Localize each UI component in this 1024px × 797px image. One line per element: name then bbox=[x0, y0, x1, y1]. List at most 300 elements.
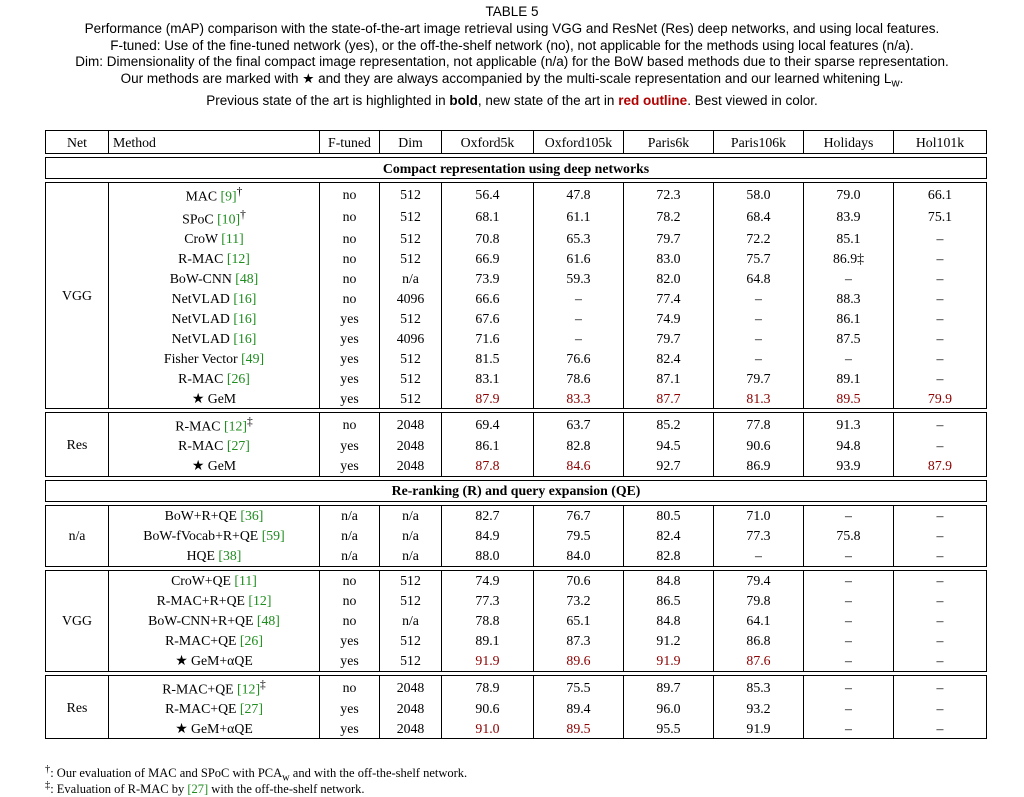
table-row bbox=[46, 328, 987, 348]
citation-link[interactable]: [12] bbox=[226, 250, 250, 266]
map-value-cell: 78.6 bbox=[534, 368, 624, 388]
map-value-cell: 47.8 bbox=[534, 183, 624, 206]
method-name: R-MAC bbox=[178, 250, 224, 266]
table-row bbox=[46, 436, 987, 456]
citation-link[interactable]: [38] bbox=[218, 548, 242, 564]
method-name: BoW-CNN+R+QE bbox=[148, 613, 254, 629]
citation-link[interactable]: [10] bbox=[217, 211, 241, 227]
map-value-cell: – bbox=[714, 546, 804, 567]
map-value-cell: – bbox=[894, 268, 987, 288]
map-value-cell: 72.3 bbox=[624, 183, 714, 206]
table-row bbox=[46, 591, 987, 611]
ftuned-cell: no bbox=[320, 288, 380, 308]
dim-cell: 512 bbox=[380, 308, 442, 328]
map-value-cell: 58.0 bbox=[714, 183, 804, 206]
table-row bbox=[46, 675, 987, 698]
citation-link[interactable]: [16] bbox=[233, 310, 257, 326]
method-name: R-MAC+R+QE bbox=[156, 593, 245, 609]
column-header: Net bbox=[46, 131, 109, 154]
ftuned-cell: n/a bbox=[320, 526, 380, 546]
table-row bbox=[46, 546, 987, 567]
table-row bbox=[46, 611, 987, 631]
map-value-cell: 91.3 bbox=[804, 413, 894, 436]
method-cell bbox=[109, 436, 320, 456]
map-value-cell: – bbox=[894, 505, 987, 526]
method-cell bbox=[109, 526, 320, 546]
map-value-cell: 77.8 bbox=[714, 413, 804, 436]
column-header: Method bbox=[109, 131, 320, 154]
method-cell bbox=[109, 288, 320, 308]
dim-cell: 4096 bbox=[380, 288, 442, 308]
method-cell bbox=[109, 631, 320, 651]
caption-line-4: Our methods are marked with ★ and they are always accompanied by the multi-scale representation and our learned whitening $L_w$. bbox=[120, 71, 904, 90]
method-name: R-MAC bbox=[175, 418, 221, 434]
map-value-cell: – bbox=[804, 268, 894, 288]
map-value-cell: – bbox=[894, 698, 987, 718]
map-value-cell: 82.8 bbox=[534, 436, 624, 456]
citation-link[interactable]: [59] bbox=[261, 528, 285, 544]
method-name: NetVLAD bbox=[171, 330, 230, 346]
map-value-cell: 70.6 bbox=[534, 570, 624, 591]
dim-cell: 512 bbox=[380, 570, 442, 591]
footnote-mark: † bbox=[236, 186, 243, 198]
method-cell bbox=[109, 718, 320, 739]
dim-cell: 512 bbox=[380, 631, 442, 651]
table-row bbox=[46, 413, 987, 436]
caption-line-5: Previous state of the art is highlighted in bold, new state of the art in red outline. Best viewed in color. bbox=[206, 92, 818, 108]
table-title: TABLE 5 bbox=[485, 4, 539, 19]
map-value-cell: 87.1 bbox=[624, 368, 714, 388]
map-value-cell: 78.2 bbox=[624, 206, 714, 229]
map-value-cell: 90.6 bbox=[442, 698, 534, 718]
citation-link[interactable]: [27] bbox=[226, 438, 250, 454]
map-value-cell: 84.6 bbox=[534, 456, 624, 477]
map-value-cell: 85.3 bbox=[714, 675, 804, 698]
footnote-mark: ‡ bbox=[260, 678, 266, 691]
dim-cell: 512 bbox=[380, 388, 442, 409]
ftuned-cell: no bbox=[320, 206, 380, 229]
citation-link[interactable]: [9] bbox=[220, 188, 237, 204]
ftuned-cell: no bbox=[320, 413, 380, 436]
ftuned-cell: n/a bbox=[320, 546, 380, 567]
map-value-cell: 86.5 bbox=[624, 591, 714, 611]
ftuned-cell: yes bbox=[320, 308, 380, 328]
dim-cell: 512 bbox=[380, 248, 442, 268]
net-cell: n/a bbox=[46, 505, 109, 566]
map-value-cell: 75.7 bbox=[714, 248, 804, 268]
map-value-cell: 68.1 bbox=[442, 206, 534, 229]
map-value-cell: – bbox=[894, 546, 987, 567]
method-name: R-MAC+QE bbox=[165, 633, 237, 649]
map-value-cell: 77.4 bbox=[624, 288, 714, 308]
table-row bbox=[46, 456, 987, 477]
map-value-cell: 67.6 bbox=[442, 308, 534, 328]
table-row bbox=[46, 308, 987, 328]
map-value-cell: 86.1 bbox=[804, 308, 894, 328]
map-value-cell: 91.9 bbox=[714, 718, 804, 739]
dim-cell: 512 bbox=[380, 368, 442, 388]
table-row bbox=[46, 570, 987, 591]
column-header: Oxford5k bbox=[442, 131, 534, 154]
ftuned-cell: no bbox=[320, 591, 380, 611]
caption-line-1: Performance (mAP) comparison with the state-of-the-art image retrieval using VGG and ResNet (Res) deep networks, and using local features. bbox=[84, 20, 940, 36]
method-name: BoW+R+QE bbox=[164, 508, 237, 524]
map-value-cell: 79.5 bbox=[534, 526, 624, 546]
map-value-cell: 75.1 bbox=[894, 206, 987, 229]
ftuned-cell: n/a bbox=[320, 505, 380, 526]
table-row bbox=[46, 631, 987, 651]
map-value-cell: – bbox=[894, 526, 987, 546]
method-name: BoW-CNN bbox=[169, 270, 232, 286]
method-name: MAC bbox=[185, 188, 218, 204]
map-value-cell: 78.9 bbox=[442, 675, 534, 698]
method-cell bbox=[109, 308, 320, 328]
map-value-cell: 79.7 bbox=[624, 328, 714, 348]
map-value-cell: 95.5 bbox=[624, 718, 714, 739]
map-value-cell: 89.6 bbox=[534, 651, 624, 672]
method-cell bbox=[109, 248, 320, 268]
ftuned-cell: yes bbox=[320, 388, 380, 409]
map-value-cell: – bbox=[894, 328, 987, 348]
map-value-cell: 79.7 bbox=[624, 228, 714, 248]
map-value-cell: – bbox=[804, 611, 894, 631]
map-value-cell: – bbox=[894, 591, 987, 611]
method-cell bbox=[109, 698, 320, 718]
map-value-cell: 61.6 bbox=[534, 248, 624, 268]
method-cell bbox=[109, 611, 320, 631]
map-value-cell: – bbox=[804, 675, 894, 698]
map-value-cell: – bbox=[894, 308, 987, 328]
map-value-cell: 79.8 bbox=[714, 591, 804, 611]
map-value-cell: 93.9 bbox=[804, 456, 894, 477]
ftuned-cell: yes bbox=[320, 718, 380, 739]
map-value-cell: 86.1 bbox=[442, 436, 534, 456]
section-title: Compact representation using deep networks bbox=[46, 158, 987, 179]
citation-link[interactable]: [48] bbox=[235, 270, 259, 286]
ftuned-cell: no bbox=[320, 611, 380, 631]
citation-link[interactable]: [12] bbox=[223, 418, 247, 434]
column-header: Holidays bbox=[804, 131, 894, 154]
map-value-cell: 71.6 bbox=[442, 328, 534, 348]
section-header-row bbox=[46, 480, 987, 501]
map-value-cell: 79.0 bbox=[804, 183, 894, 206]
ftuned-cell: yes bbox=[320, 698, 380, 718]
map-value-cell: 86.9‡ bbox=[804, 248, 894, 268]
map-value-cell: 86.8 bbox=[714, 631, 804, 651]
method-name: NetVLAD bbox=[171, 290, 230, 306]
method-name: BoW-fVocab+R+QE bbox=[143, 528, 259, 544]
map-value-cell: 83.9 bbox=[804, 206, 894, 229]
map-value-cell: 69.4 bbox=[442, 413, 534, 436]
map-value-cell: 65.1 bbox=[534, 611, 624, 631]
map-value-cell: 63.7 bbox=[534, 413, 624, 436]
column-header: Oxford105k bbox=[534, 131, 624, 154]
net-cell: Res bbox=[46, 413, 109, 477]
table-row bbox=[46, 183, 987, 206]
method-cell bbox=[109, 268, 320, 288]
map-value-cell: 87.3 bbox=[534, 631, 624, 651]
map-value-cell: 73.2 bbox=[534, 591, 624, 611]
map-value-cell: 83.1 bbox=[442, 368, 534, 388]
table-row bbox=[46, 368, 987, 388]
citation-link[interactable]: [26] bbox=[226, 370, 250, 386]
map-value-cell: 89.1 bbox=[804, 368, 894, 388]
citation-link[interactable]: [12] bbox=[237, 681, 261, 697]
method-name: ★ GeM+αQE bbox=[175, 653, 253, 669]
method-name: ★ GeM bbox=[191, 458, 237, 474]
map-value-cell: 78.8 bbox=[442, 611, 534, 631]
dim-cell: n/a bbox=[380, 526, 442, 546]
ftuned-cell: yes bbox=[320, 436, 380, 456]
dim-cell: 512 bbox=[380, 183, 442, 206]
method-cell bbox=[109, 328, 320, 348]
map-value-cell: – bbox=[714, 308, 804, 328]
map-value-cell: 82.4 bbox=[624, 526, 714, 546]
map-value-cell: 89.5 bbox=[534, 718, 624, 739]
footnote-2: ‡: Evaluation of R-MAC by [27] with the off-the-shelf network. bbox=[45, 780, 365, 797]
map-value-cell: – bbox=[894, 570, 987, 591]
map-value-cell: 85.2 bbox=[624, 413, 714, 436]
map-value-cell: – bbox=[894, 413, 987, 436]
header-row bbox=[46, 131, 987, 154]
dim-cell: n/a bbox=[380, 611, 442, 631]
method-name: R-MAC+QE bbox=[165, 700, 237, 716]
map-value-cell: – bbox=[714, 288, 804, 308]
citation-link[interactable]: [27] bbox=[239, 700, 263, 716]
net-cell: Res bbox=[46, 675, 109, 739]
method-cell bbox=[109, 546, 320, 567]
map-value-cell: – bbox=[894, 436, 987, 456]
method-cell bbox=[109, 651, 320, 672]
method-name: R-MAC bbox=[178, 370, 224, 386]
ftuned-cell: no bbox=[320, 183, 380, 206]
dim-cell: 2048 bbox=[380, 436, 442, 456]
map-value-cell: 84.0 bbox=[534, 546, 624, 567]
map-value-cell: – bbox=[894, 228, 987, 248]
net-cell: VGG bbox=[46, 570, 109, 671]
table-row bbox=[46, 526, 987, 546]
method-name: ★ GeM+αQE bbox=[175, 720, 253, 736]
ftuned-cell: yes bbox=[320, 368, 380, 388]
map-value-cell: 91.9 bbox=[624, 651, 714, 672]
table-row bbox=[46, 206, 987, 229]
map-value-cell: 87.9 bbox=[894, 456, 987, 477]
star-icon: ★ bbox=[302, 71, 315, 87]
dim-cell: 2048 bbox=[380, 456, 442, 477]
map-value-cell: 94.5 bbox=[624, 436, 714, 456]
map-value-cell: 64.8 bbox=[714, 268, 804, 288]
map-value-cell: – bbox=[894, 651, 987, 672]
map-value-cell: 75.8 bbox=[804, 526, 894, 546]
map-value-cell: – bbox=[804, 505, 894, 526]
map-value-cell: 73.9 bbox=[442, 268, 534, 288]
citation-link[interactable]: [16] bbox=[233, 290, 257, 306]
method-name: NetVLAD bbox=[171, 310, 230, 326]
method-name: CroW+QE bbox=[171, 573, 231, 589]
map-value-cell: 68.4 bbox=[714, 206, 804, 229]
map-value-cell: 84.9 bbox=[442, 526, 534, 546]
table-row bbox=[46, 505, 987, 526]
map-value-cell: 59.3 bbox=[534, 268, 624, 288]
map-value-cell: 81.3 bbox=[714, 388, 804, 409]
map-value-cell: 87.7 bbox=[624, 388, 714, 409]
column-header: Dim bbox=[380, 131, 442, 154]
map-value-cell: 75.5 bbox=[534, 675, 624, 698]
map-value-cell: 82.0 bbox=[624, 268, 714, 288]
map-value-cell: – bbox=[804, 348, 894, 368]
table-row bbox=[46, 651, 987, 672]
table-row bbox=[46, 248, 987, 268]
map-value-cell: 81.5 bbox=[442, 348, 534, 368]
map-value-cell: 88.0 bbox=[442, 546, 534, 567]
map-value-cell: – bbox=[534, 328, 624, 348]
map-value-cell: 93.2 bbox=[714, 698, 804, 718]
map-value-cell: 64.1 bbox=[714, 611, 804, 631]
map-value-cell: – bbox=[894, 718, 987, 739]
map-value-cell: – bbox=[534, 288, 624, 308]
column-header: Paris106k bbox=[714, 131, 804, 154]
map-value-cell: – bbox=[804, 631, 894, 651]
method-cell bbox=[109, 228, 320, 248]
method-name: CroW bbox=[184, 230, 218, 246]
map-value-cell: 82.7 bbox=[442, 505, 534, 526]
dim-cell: 512 bbox=[380, 228, 442, 248]
citation-link[interactable]: [48] bbox=[256, 613, 280, 629]
map-value-cell: 76.6 bbox=[534, 348, 624, 368]
map-value-cell: 91.9 bbox=[442, 651, 534, 672]
map-value-cell: 76.7 bbox=[534, 505, 624, 526]
map-value-cell: 80.5 bbox=[624, 505, 714, 526]
ftuned-cell: no bbox=[320, 248, 380, 268]
map-value-cell: – bbox=[804, 698, 894, 718]
column-header: F-tuned bbox=[320, 131, 380, 154]
map-value-cell: 89.5 bbox=[804, 388, 894, 409]
map-value-cell: 86.9 bbox=[714, 456, 804, 477]
method-name: R-MAC bbox=[178, 438, 224, 454]
table-row bbox=[46, 228, 987, 248]
table-row bbox=[46, 718, 987, 739]
dim-cell: 4096 bbox=[380, 328, 442, 348]
map-value-cell: – bbox=[894, 288, 987, 308]
map-value-cell: 79.7 bbox=[714, 368, 804, 388]
table-row bbox=[46, 348, 987, 368]
map-value-cell: 87.5 bbox=[804, 328, 894, 348]
dim-cell: 2048 bbox=[380, 675, 442, 698]
ftuned-cell: yes bbox=[320, 651, 380, 672]
citation-link[interactable]: [26] bbox=[239, 633, 263, 649]
method-name: ★ GeM bbox=[191, 390, 237, 406]
dim-cell: n/a bbox=[380, 268, 442, 288]
citation-link[interactable]: [12] bbox=[248, 593, 272, 609]
method-cell bbox=[109, 570, 320, 591]
footnote-mark: ‡ bbox=[246, 416, 253, 429]
citation-link[interactable]: [16] bbox=[233, 330, 257, 346]
table-caption bbox=[0, 4, 1024, 109]
table-row bbox=[46, 698, 987, 718]
map-value-cell: 84.8 bbox=[624, 611, 714, 631]
dim-cell: 512 bbox=[380, 591, 442, 611]
map-value-cell: 83.0 bbox=[624, 248, 714, 268]
map-value-cell: – bbox=[804, 546, 894, 567]
ftuned-cell: yes bbox=[320, 348, 380, 368]
map-value-cell: 91.2 bbox=[624, 631, 714, 651]
map-value-cell: 96.0 bbox=[624, 698, 714, 718]
method-cell bbox=[109, 675, 320, 698]
method-cell bbox=[109, 505, 320, 526]
map-value-cell: 65.3 bbox=[534, 228, 624, 248]
method-name: Fisher Vector bbox=[163, 350, 238, 366]
citation-link[interactable]: [11] bbox=[234, 573, 257, 589]
ftuned-cell: yes bbox=[320, 456, 380, 477]
map-value-cell: 82.4 bbox=[624, 348, 714, 368]
method-name: R-MAC+QE bbox=[162, 681, 234, 697]
map-value-cell: 61.1 bbox=[534, 206, 624, 229]
map-value-cell: 82.8 bbox=[624, 546, 714, 567]
method-cell bbox=[109, 183, 320, 206]
map-value-cell: 83.3 bbox=[534, 388, 624, 409]
citation-link[interactable]: [49] bbox=[241, 350, 265, 366]
dim-cell: 512 bbox=[380, 348, 442, 368]
method-cell bbox=[109, 206, 320, 229]
map-value-cell: 94.8 bbox=[804, 436, 894, 456]
citation-link[interactable]: [36] bbox=[240, 508, 264, 524]
map-value-cell: 88.3 bbox=[804, 288, 894, 308]
map-value-cell: – bbox=[894, 631, 987, 651]
map-value-cell: – bbox=[714, 348, 804, 368]
column-header: Hol101k bbox=[894, 131, 987, 154]
map-value-cell: 66.9 bbox=[442, 248, 534, 268]
table-row bbox=[46, 388, 987, 409]
map-value-cell: 87.8 bbox=[442, 456, 534, 477]
map-value-cell: – bbox=[804, 591, 894, 611]
map-value-cell: – bbox=[714, 328, 804, 348]
ftuned-cell: no bbox=[320, 228, 380, 248]
map-value-cell: – bbox=[894, 368, 987, 388]
table-row bbox=[46, 268, 987, 288]
map-value-cell: 66.1 bbox=[894, 183, 987, 206]
map-value-cell: 87.9 bbox=[442, 388, 534, 409]
dim-cell: 2048 bbox=[380, 698, 442, 718]
dim-cell: n/a bbox=[380, 546, 442, 567]
caption-line-2: F-tuned: Use of the fine-tuned network (yes), or the off-the-shelf network (no), not applicable for the methods using local features (n/a). bbox=[110, 37, 914, 53]
column-header: Paris6k bbox=[624, 131, 714, 154]
map-value-cell: 77.3 bbox=[442, 591, 534, 611]
map-value-cell: 56.4 bbox=[442, 183, 534, 206]
ftuned-cell: no bbox=[320, 570, 380, 591]
map-value-cell: 66.6 bbox=[442, 288, 534, 308]
citation-link[interactable]: [11] bbox=[221, 230, 244, 246]
method-cell bbox=[109, 456, 320, 477]
ftuned-cell: yes bbox=[320, 631, 380, 651]
net-cell: VGG bbox=[46, 183, 109, 409]
caption-line-3: Dim: Dimensionality of the final compact image representation, not applicable (n/a) for the BoW based methods due to their sparse representation. bbox=[75, 54, 949, 70]
dim-cell: 2048 bbox=[380, 718, 442, 739]
method-cell bbox=[109, 591, 320, 611]
map-value-cell: 71.0 bbox=[714, 505, 804, 526]
footnote-mark: † bbox=[240, 208, 246, 221]
results-table bbox=[45, 130, 987, 739]
map-value-cell: 89.1 bbox=[442, 631, 534, 651]
map-value-cell: 84.8 bbox=[624, 570, 714, 591]
map-value-cell: 90.6 bbox=[714, 436, 804, 456]
method-name: HQE bbox=[186, 548, 215, 564]
map-value-cell: 79.4 bbox=[714, 570, 804, 591]
map-value-cell: – bbox=[894, 611, 987, 631]
method-cell bbox=[109, 388, 320, 409]
map-value-cell: 92.7 bbox=[624, 456, 714, 477]
table-row bbox=[46, 288, 987, 308]
dim-cell: 512 bbox=[380, 651, 442, 672]
